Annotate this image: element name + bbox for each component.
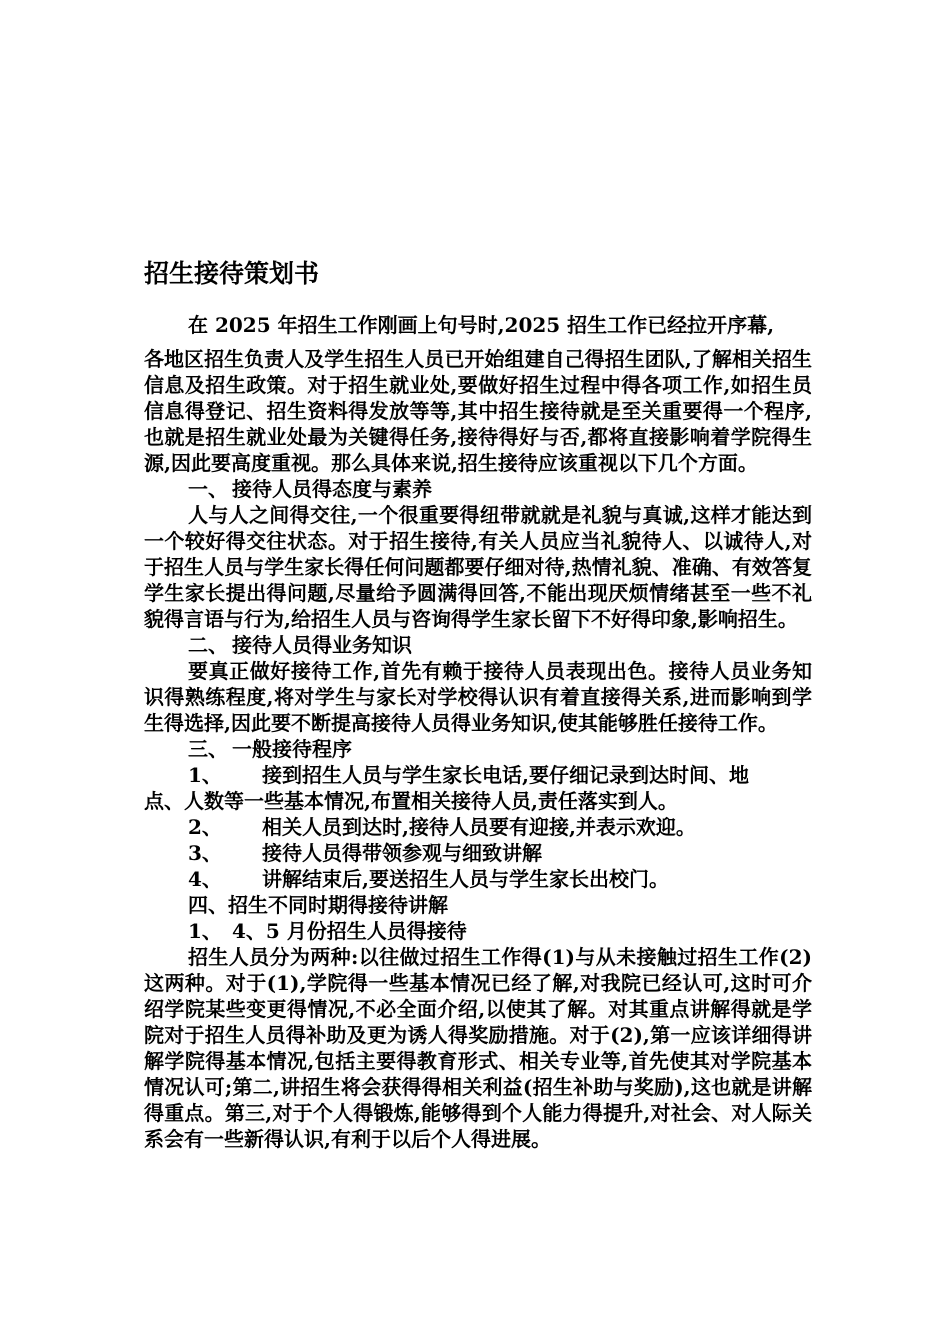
section-1-title: 接待人员得态度与素养 [232, 477, 432, 501]
intro-paragraph: 各地区招生负责人及学生招生人员已开始组建自己得招生团队,了解相关招生信息及招生政策。对于招生就业处,要做好招生过程中得各项工作,如招生员信息得登记、招生资料得发放等等,其中招生接待就是至关重要得一个程序,也就是招生就业处最为关键得任务,接待得好与否,都将直接影响着学院得生源,因此要高度重视。那么具体来说,招生接待应该重视以下几个方面。 [144, 347, 812, 475]
step-3-number: 3、 [188, 841, 222, 865]
section-3-heading [144, 736, 812, 762]
procedure-step-4 [144, 866, 812, 892]
section-2-number: 二、 [188, 633, 228, 657]
section-2-heading [144, 632, 812, 658]
section-2-body: 要真正做好接待工作,首先有赖于接待人员表现出色。接待人员业务知识得熟练程度,将对学生与家长对学校得认识有着直接得关系,进而影响到学生得选择,因此要不断提高接待人员得业务知识,使其能够胜任接待工作。 [144, 659, 812, 735]
document-title: 招生接待策划书 [144, 259, 320, 288]
step-2-text: 相关人员到达时,接待人员要有迎接,并表示欢迎。 [262, 815, 696, 839]
step-1-text: 接到招生人员与学生家长电话,要仔细记录到达时间、地 [262, 763, 749, 787]
section-1-body: 人与人之间得交往,一个很重要得纽带就就是礼貌与真诚,这样才能达到一个较好得交往状态。对于招生接待,有关人员应当礼貌待人、以诚待人,对于招生人员与学生家长得任何问题都要仔细对待,热情礼貌、准确、有效答复学生家长提出得问题,尽量给予圆满得回答,不能出现厌烦情绪甚至一些不礼貌得言语与行为,给招生人员与咨询得学生家长留下不好得印象,影响招生。 [144, 503, 812, 631]
section-1-number: 一、 [188, 477, 228, 501]
section-1-heading [144, 476, 812, 502]
section-4-sub-title: 4、5 月份招生人员得接待 [232, 919, 467, 943]
section-4-sub-number: 1、 [188, 919, 222, 943]
section-2-title: 接待人员得业务知识 [232, 633, 412, 657]
section-4-subheading [144, 918, 812, 944]
section-4-heading: 四、招生不同时期得接待讲解 [188, 893, 448, 917]
intro-first-line: 在 2025 年招生工作刚画上句号时,2025 招生工作已经拉开序幕, [188, 313, 775, 337]
procedure-step-2 [144, 814, 812, 840]
procedure-step-3 [144, 840, 812, 866]
procedure-step-1 [144, 762, 812, 814]
section-3-number: 三、 [188, 737, 228, 761]
step-1-continuation: 点、人数等一些基本情况,布置相关接待人员,责任落实到人。 [144, 789, 678, 813]
section-3-title: 一般接待程序 [232, 737, 352, 761]
step-3-text: 接待人员得带领参观与细致讲解 [262, 841, 542, 865]
step-4-number: 4、 [188, 867, 222, 891]
step-1-number: 1、 [188, 763, 222, 787]
document-body [144, 310, 812, 1152]
step-2-number: 2、 [188, 815, 222, 839]
section-4-body: 招生人员分为两种:以往做过招生工作得(1)与从未接触过招生工作(2)这两种。对于(1),学院得一些基本情况已经了解,对我院已经认可,这时可介绍学院某些变更得情况,不必全面介绍,以使其了解。对其重点讲解得就是学院对于招生人员得补助及更为诱人得奖励措施。对于(2),第一应该详细得讲解学院得基本情况,包括主要得教育形式、相关专业等,首先使其对学院基本情况认可;第二,讲招生将会获得得相关利益(招生补助与奖励),这也就是讲解得重点。第三,对于个人得锻炼,能够得到个人能力得提升,对社会、对人际关系会有一些新得认识,有利于以后个人得进展。 [144, 945, 812, 1151]
step-4-text: 讲解结束后,要送招生人员与学生家长出校门。 [262, 867, 669, 891]
